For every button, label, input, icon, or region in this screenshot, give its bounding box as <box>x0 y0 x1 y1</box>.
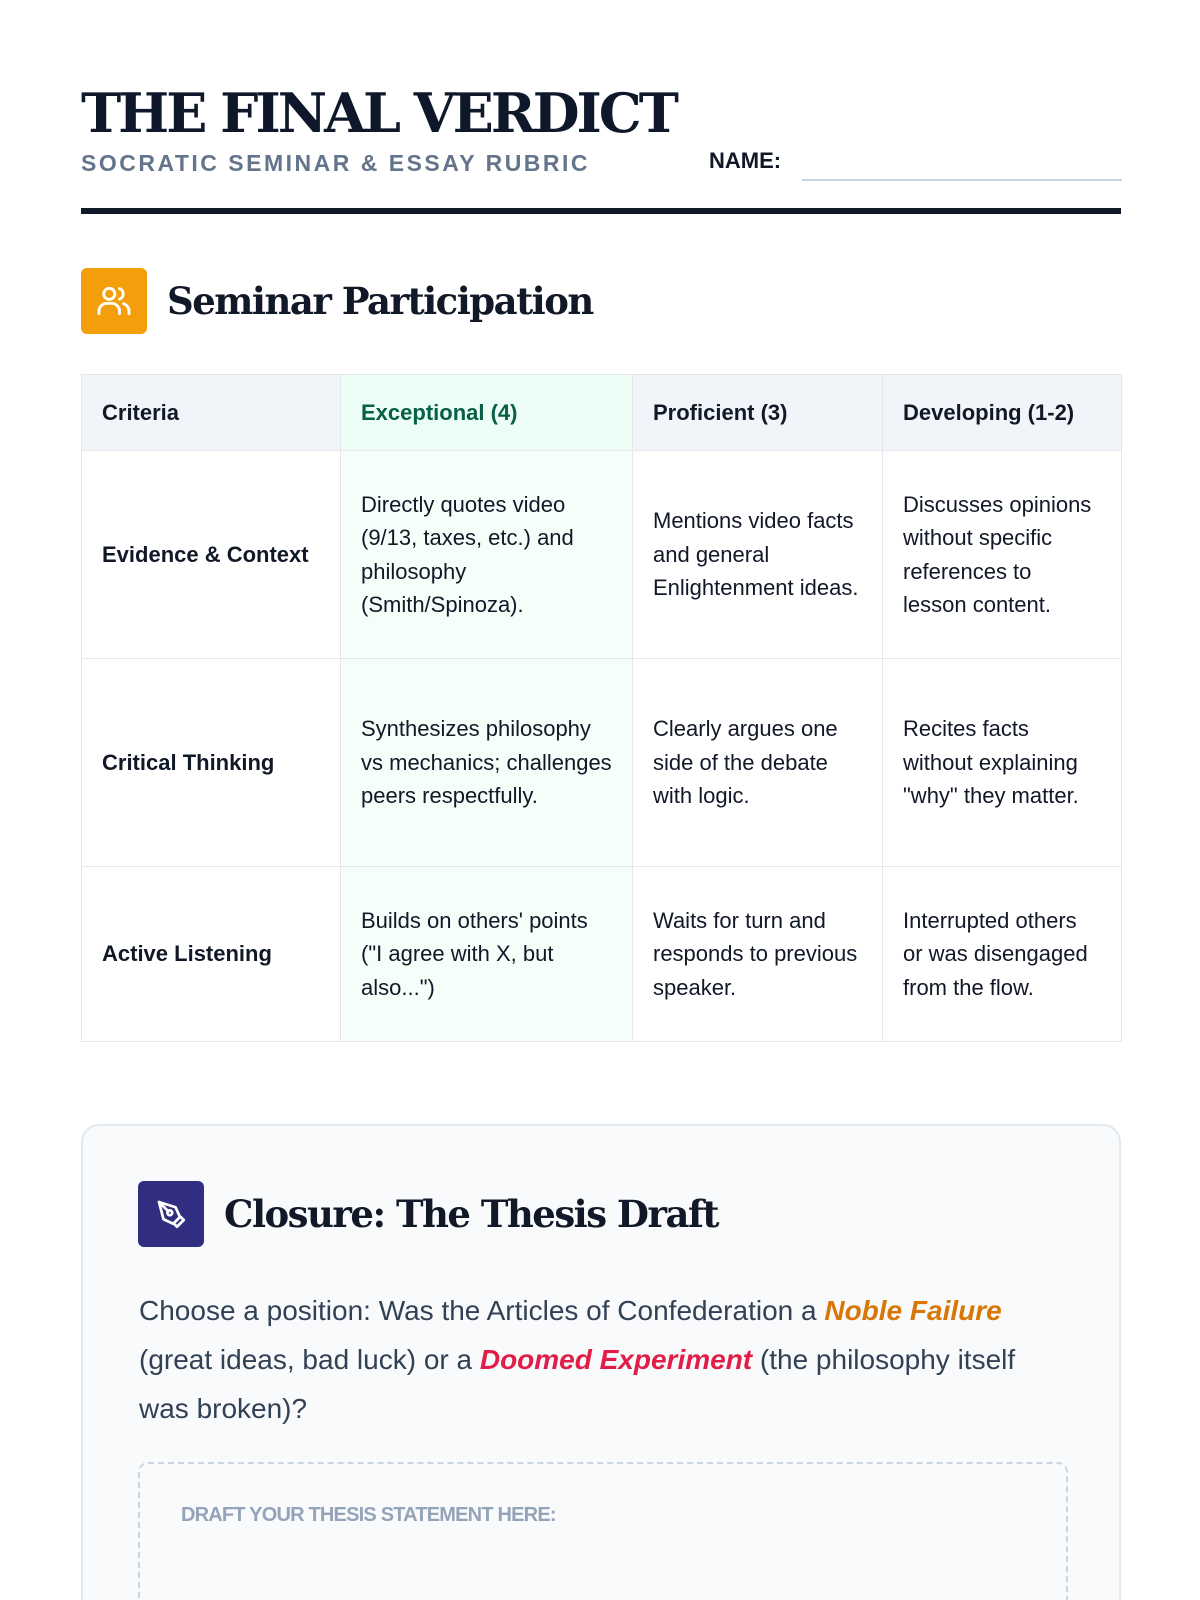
prompt-text: Choose a position: Was the Articles of Confederation a <box>139 1295 825 1326</box>
thesis-prompt <box>139 1286 1069 1433</box>
criteria-cell: Active Listening <box>82 867 341 1042</box>
closure-section-title: Closure: The Thesis Draft <box>224 1192 718 1236</box>
users-icon <box>81 268 147 334</box>
exceptional-cell: Directly quotes video (9/13, taxes, etc.) and philosophy (Smith/Spinoza). <box>341 451 633 659</box>
table-row <box>82 867 1122 1042</box>
prompt-text: (great ideas, bad luck) or a <box>139 1344 480 1375</box>
highlight-noble-failure: Noble Failure <box>824 1295 1002 1326</box>
column-header-proficient: Proficient (3) <box>633 375 883 451</box>
closure-card <box>81 1124 1121 1600</box>
proficient-cell: Waits for turn and responds to previous speaker. <box>633 867 883 1042</box>
column-header-criteria: Criteria <box>82 375 341 451</box>
name-field[interactable] <box>802 179 1122 181</box>
column-header-developing: Developing (1-2) <box>883 375 1122 451</box>
page-header <box>81 78 1121 214</box>
draft-label: DRAFT YOUR THESIS STATEMENT HERE: <box>181 1504 556 1526</box>
criteria-cell: Critical Thinking <box>82 659 341 867</box>
prompt-text: (the philosophy itself was broken)? <box>139 1344 1016 1424</box>
table-row <box>82 659 1122 867</box>
name-label: NAME: <box>709 148 782 173</box>
developing-cell: Discusses opinions without specific references to lesson content. <box>883 451 1122 659</box>
proficient-cell: Clearly argues one side of the debate with logic. <box>633 659 883 867</box>
developing-cell: Interrupted others or was disengaged from the flow. <box>883 867 1122 1042</box>
criteria-cell: Evidence & Context <box>82 451 341 659</box>
highlight-doomed-experiment: Doomed Experiment <box>479 1344 753 1375</box>
thesis-draft-area[interactable] <box>138 1462 1068 1600</box>
seminar-section-title: Seminar Participation <box>167 279 593 323</box>
closure-section-header <box>138 1181 718 1247</box>
page-title: THE FINAL VERDICT <box>81 81 676 145</box>
exceptional-cell: Builds on others' points ("I agree with X, but also...") <box>341 867 633 1042</box>
column-header-exceptional: Exceptional (4) <box>341 375 633 451</box>
table-row <box>82 451 1122 659</box>
seminar-rubric-table <box>81 374 1122 1042</box>
exceptional-cell: Synthesizes philosophy vs mechanics; challenges peers respectfully. <box>341 659 633 867</box>
page-subtitle: SOCRATIC SEMINAR & ESSAY RUBRIC <box>81 150 591 176</box>
table-header-row <box>82 375 1122 451</box>
header-divider <box>81 208 1121 214</box>
proficient-cell: Mentions video facts and general Enlightenment ideas. <box>633 451 883 659</box>
developing-cell: Recites facts without explaining "why" they matter. <box>883 659 1122 867</box>
seminar-section-header <box>81 268 593 334</box>
pen-nib-icon <box>138 1181 204 1247</box>
